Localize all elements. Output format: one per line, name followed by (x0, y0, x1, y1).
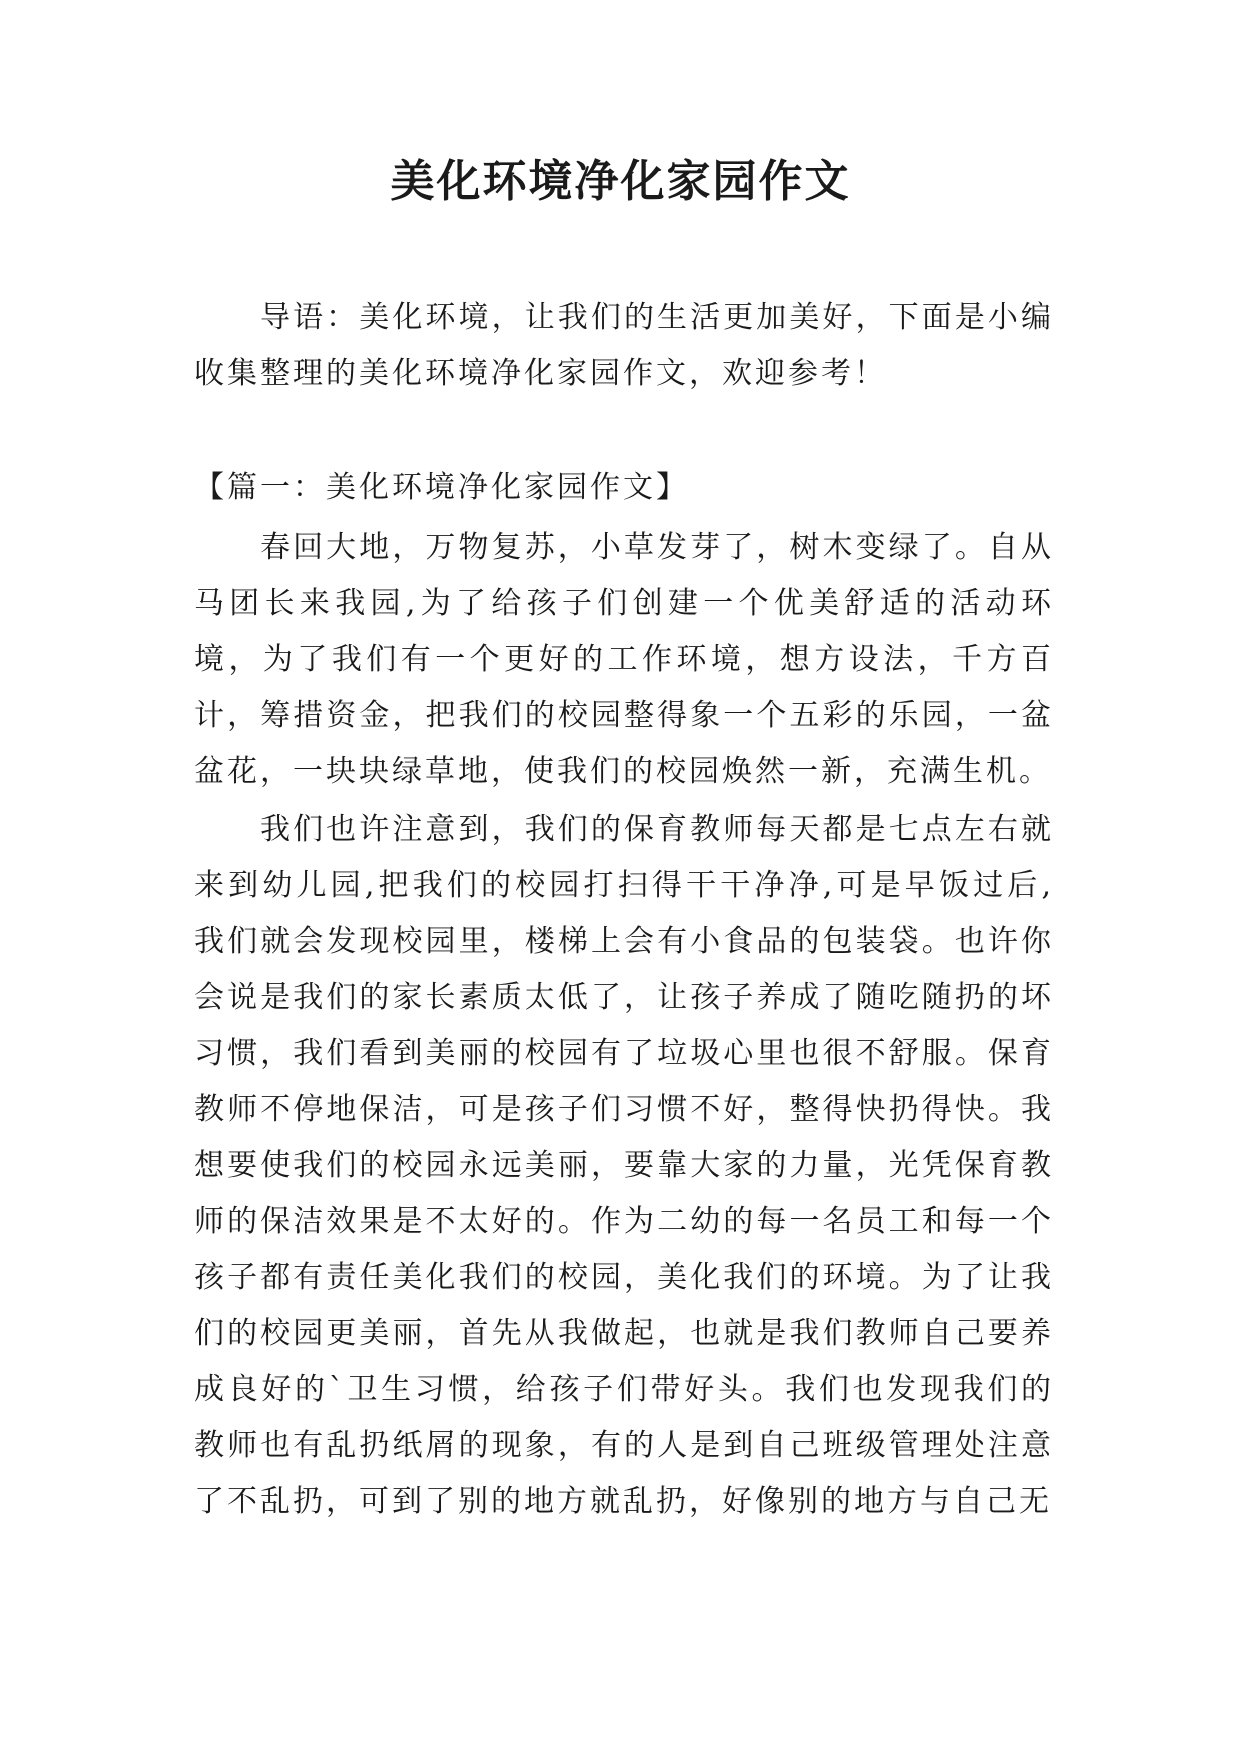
document-title: 美化环境净化家园作文 (390, 156, 851, 207)
intro-paragraph: 导语：美化环境，让我们的生活更加美好，下面是小编收集整理的美化环境净化家园作文，欢迎参考！ (194, 300, 1054, 391)
section-heading: 【篇一：美化环境净化家园作文】 (194, 470, 689, 505)
body-paragraph-1: 春回大地，万物复苏，小草发芽了，树木变绿了。自从马团长来我园,为了给孩子们创建一个优美舒适的活动环境，为了我们有一个更好的工作环境，想方设法，千方百计，筹措资金，把我们的校园整得象一个五彩的乐园，一盆盆花，一块块绿草地，使我们的校园焕然一新，充满生机。 (194, 530, 1054, 789)
body-paragraph-2: 我们也许注意到，我们的保育教师每天都是七点左右就来到幼儿园,把我们的校园打扫得干干净净,可是早饭过后,我们就会发现校园里，楼梯上会有小食品的包装袋。也许你会说是我们的家长素质太低了，让孩子养成了随吃随扔的坏习惯，我们看到美丽的校园有了垃圾心里也很不舒服。保育教师不停地保洁，可是孩子们习惯不好，整得快扔得快。我想要使我们的校园永远美丽，要靠大家的力量，光凭保育教师的保洁效果是不太好的。作为二幼的每一名员工和每一个孩子都有责任美化我们的校园，美化我们的环境。为了让我们的校园更美丽，首先从我做起，也就是我们教师自己要养成良好的`卫生习惯，给孩子们带好头。我们也发现我们的教师也有乱扔纸屑的现象，有的人是到自己班级管理处注意了不乱扔，可到了别的地方就乱扔，好像别的地方与自己无 (194, 812, 1054, 1519)
